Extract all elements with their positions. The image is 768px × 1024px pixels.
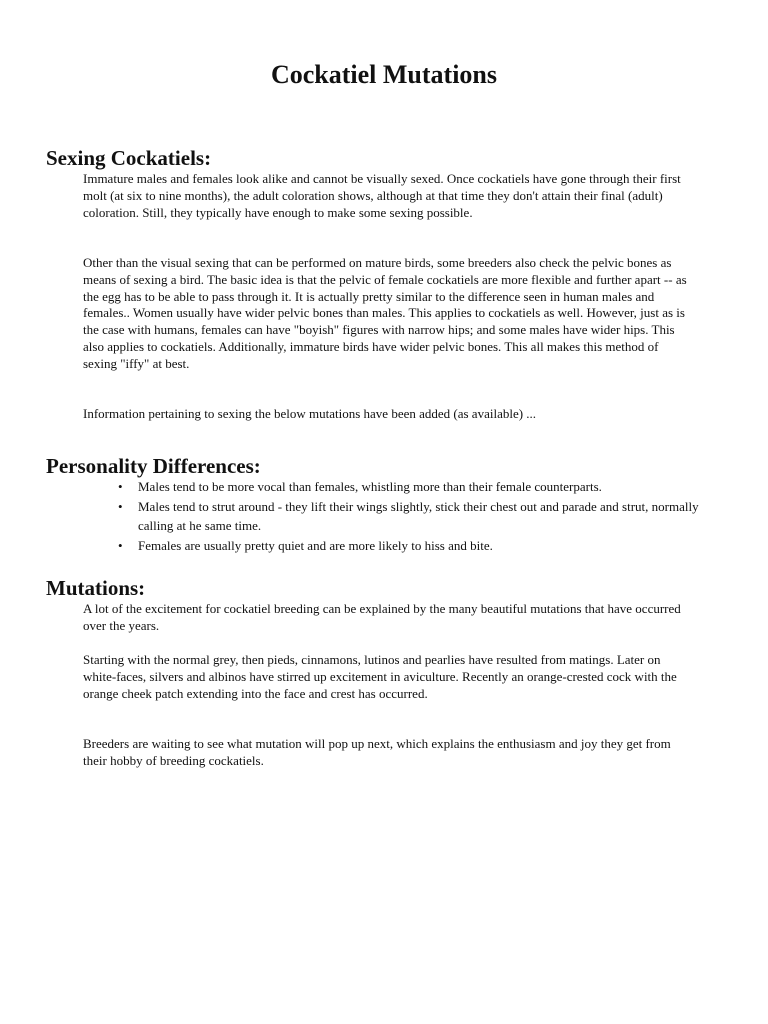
mutations-paragraph-3: Breeders are waiting to see what mutation will pop up next, which explains the enthusiasm and joy they get from their hobby of breeding cockatiels. <box>83 736 671 768</box>
mutations-paragraph-1: A lot of the excitement for cockatiel breeding can be explained by the many beautiful mutations that have occurred over the years. <box>83 601 681 633</box>
personality-item <box>110 536 720 556</box>
mutations-heading: Mutations: <box>46 576 146 600</box>
bullet-icon: • <box>118 537 123 553</box>
document-title: Cockatiel Mutations <box>270 60 498 89</box>
sexing-heading: Sexing Cockatiels: <box>46 146 212 170</box>
sexing-paragraph-1: Immature males and females look alike and cannot be visually sexed. Once cockatiels have gone through their first molt (at six to nine months), the adult coloration shows, although at that time they don't attain their final (adult) coloration. Still, they typically have enough to make some sexing possible. <box>83 171 681 220</box>
personality-heading: Personality Differences: <box>46 454 261 478</box>
bullet-icon: • <box>118 498 123 514</box>
bullet-icon: • <box>118 479 123 494</box>
sexing-paragraph-3: Information pertaining to sexing the below mutations have been added (as available) ... <box>83 406 537 421</box>
personality-list <box>110 477 720 555</box>
sexing-paragraph-2: Other than the visual sexing that can be performed on mature birds, some breeders also check the pelvic bones as means of sexing a bird. The basic idea is that the pelvic of female cockatiels are more flexible and further apart -- as the egg has to be able to pass through it. It is actually pretty similar to the difference seen in human males and females.. Women usually have wider pelvic bones than males. This applies to cockatiels as well. However, just as is the case with humans, females can have "boyish" figures with narrow hips; and some males have wider hips. This also applies to cockatiels. Additionally, immature birds have wider pelvic bones. This all makes this method of sexing "iffy" at best. <box>83 255 687 371</box>
personality-item-text: Males tend to be more vocal than females, whistling more than their female counterparts. <box>138 479 602 494</box>
mutations-paragraph-2: Starting with the normal grey, then pieds, cinnamons, lutinos and pearlies have resulted from matings. Later on white-faces, silvers and albinos have stirred up excitement in aviculture. Recently an orange-crested cock with the orange cheek patch extending into the face and crest has occurred. <box>83 652 677 701</box>
personality-item-text: Males tend to strut around - they lift their wings slightly, stick their chest out and parade and strut, normally calling at he same time. <box>138 498 699 533</box>
personality-item-text: Females are usually pretty quiet and are more likely to hiss and bite. <box>138 537 493 553</box>
personality-item <box>110 477 720 497</box>
personality-item <box>110 497 720 536</box>
